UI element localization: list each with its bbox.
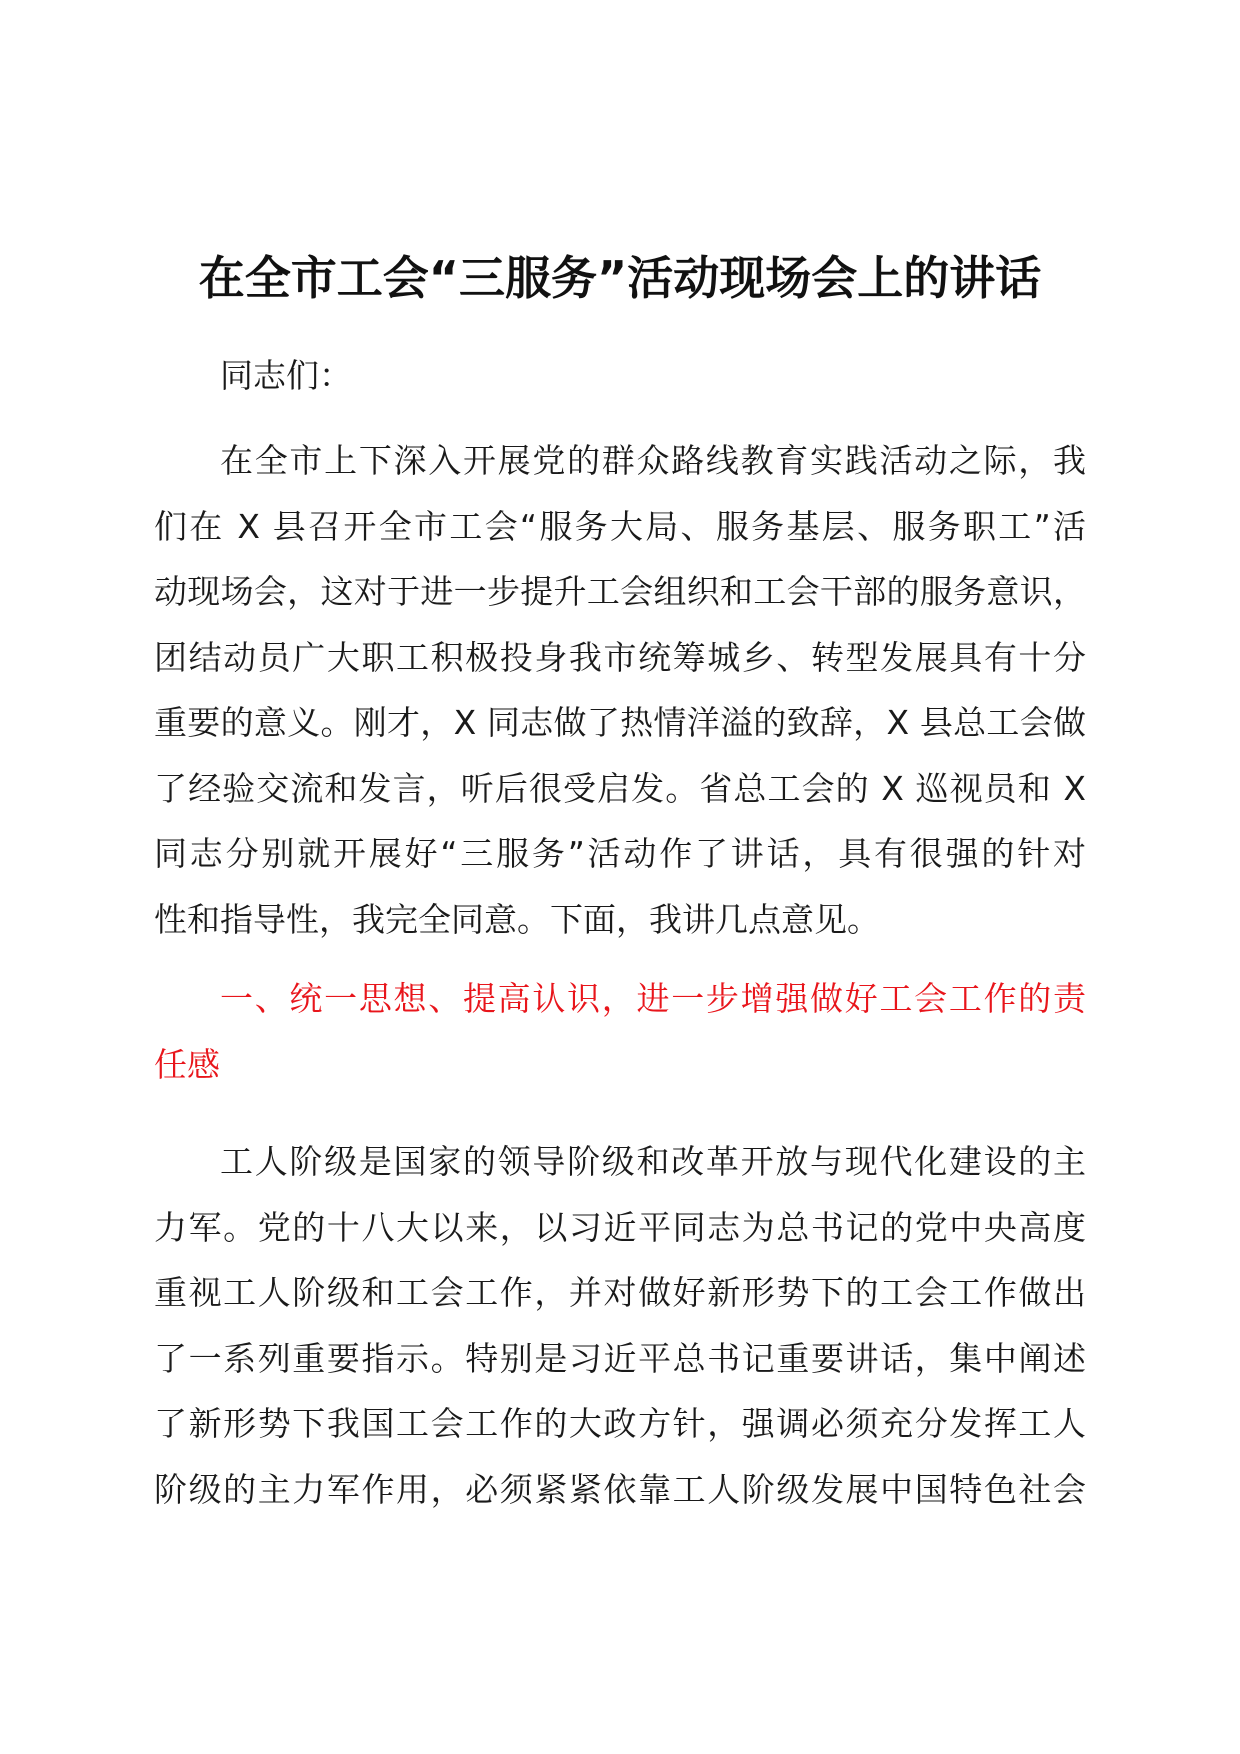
- paragraph-line: 动现场会，这对于进一步提升工会组织和工会干部的服务意识，: [154, 572, 1086, 611]
- paragraph-line: 了一系列重要指示。特别是习近平总书记重要讲话，集中阐述: [154, 1338, 1086, 1378]
- paragraph-line: 在全市上下深入开展党的群众路线教育实践活动之际，我: [220, 441, 1086, 480]
- paragraph-line: 团结动员广大职工积极投身我市统筹城乡、转型发展具有十分: [154, 637, 1086, 677]
- paragraph-line: 重要的意义。刚才，X 同志做了热情洋溢的致辞，X 县总工会做: [154, 703, 1086, 742]
- paragraph-2: [154, 1129, 1086, 1522]
- paragraph-line: 阶级的主力军作用，必须紧紧依靠工人阶级发展中国特色社会: [154, 1469, 1086, 1509]
- heading-line: 任感: [154, 1044, 220, 1084]
- paragraph-line: 了经验交流和发言，听后很受启发。省总工会的 X 巡视员和 X: [154, 768, 1086, 808]
- greeting: 同志们：: [220, 356, 352, 395]
- paragraph-line: 了新形势下我国工会工作的大政方针，强调必须充分发挥工人: [154, 1404, 1086, 1443]
- paragraph-line: 们在 X 县召开全市工会“服务大局、服务基层、服务职工”活: [154, 506, 1086, 546]
- paragraph-line: 重视工人阶级和工会工作，并对做好新形势下的工会工作做出: [154, 1273, 1086, 1312]
- heading-line: 一、统一思想、提高认识，进一步增强做好工会工作的责: [220, 979, 1086, 1018]
- paragraph-1: [154, 428, 1086, 952]
- paragraph-line: 力军。党的十八大以来，以习近平同志为总书记的党中央高度: [154, 1207, 1086, 1247]
- section-heading-1: [154, 966, 1086, 1097]
- paragraph-line: 性和指导性，我完全同意。下面，我讲几点意见。: [154, 899, 880, 939]
- paragraph-line: 同志分别就开展好“三服务”活动作了讲话，具有很强的针对: [154, 834, 1086, 873]
- document-title: 在全市工会“三服务”活动现场会上的讲话: [198, 251, 1042, 305]
- paragraph-line: 工人阶级是国家的领导阶级和改革开放与现代化建设的主: [220, 1142, 1086, 1181]
